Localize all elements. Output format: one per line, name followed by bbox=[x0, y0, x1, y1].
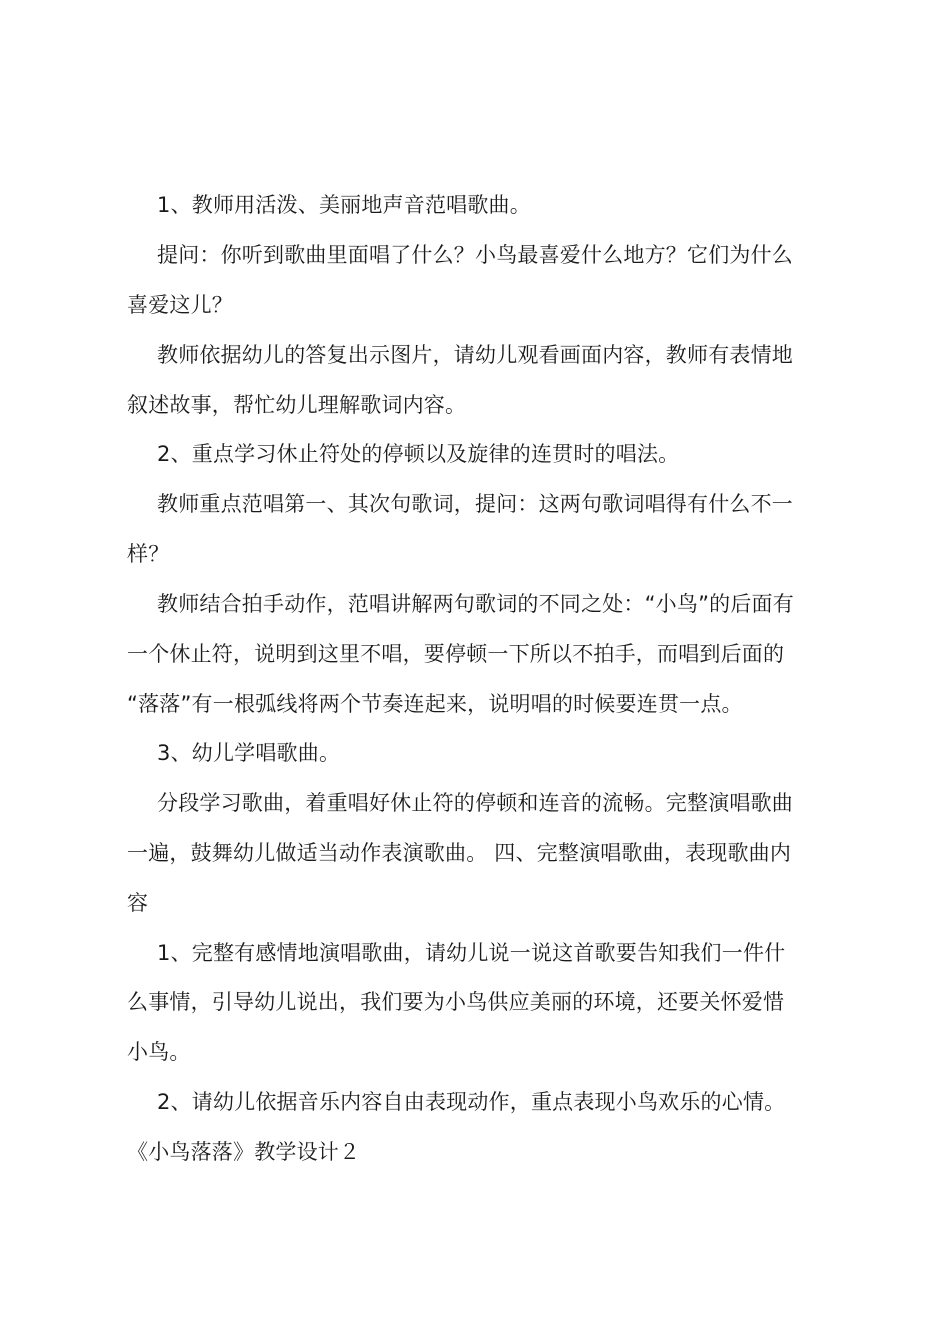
paragraph-line: 2、请幼儿依据音乐内容自由表现动作，重点表现小鸟欢乐的心情。 bbox=[157, 1090, 786, 1114]
paragraph-line: 小鸟。 bbox=[127, 1040, 191, 1064]
paragraph-line: “落落”有一根弧线将两个节奏连起来，说明唱的时候要连贯一点。 bbox=[127, 692, 743, 716]
paragraph-line: 提问：你听到歌曲里面唱了什么？小鸟最喜爱什么地方？它们为什么 bbox=[157, 243, 793, 267]
paragraph-line: 2、重点学习休止符处的停顿以及旋律的连贯时的唱法。 bbox=[157, 442, 680, 466]
paragraph-line: 一个休止符，说明到这里不唱，要停顿一下所以不拍手，而唱到后面的 bbox=[127, 642, 785, 666]
paragraph-line: 叙述故事，帮忙幼儿理解歌词内容。 bbox=[127, 393, 467, 417]
paragraph-line: 容 bbox=[127, 891, 149, 915]
paragraph-line: 教师重点范唱第一、其次句歌词，提问：这两句歌词唱得有什么不一 bbox=[157, 492, 793, 516]
paragraph-line: 1、教师用活泼、美丽地声音范唱歌曲。 bbox=[157, 193, 531, 217]
paragraph-line: 1、完整有感情地演唱歌曲，请幼儿说一说这首歌要告知我们一件什 bbox=[157, 941, 786, 965]
paragraph-line: 喜爱这儿？ bbox=[127, 293, 233, 317]
section-title: 《小鸟落落》教学设计２ bbox=[127, 1140, 361, 1164]
paragraph-line: 3、幼儿学唱歌曲。 bbox=[157, 741, 341, 765]
paragraph-line: 样？ bbox=[127, 542, 170, 566]
paragraph-line: 教师结合拍手动作，范唱讲解两句歌词的不同之处：“小鸟”的后面有 bbox=[157, 592, 794, 616]
paragraph-line: 么事情，引导幼儿说出，我们要为小鸟供应美丽的环境，还要关怀爱惜 bbox=[127, 990, 785, 1014]
paragraph-line: 一遍，鼓舞幼儿做适当动作表演歌曲。 四、完整演唱歌曲，表现歌曲内 bbox=[127, 841, 792, 865]
paragraph-line: 教师依据幼儿的答复出示图片，请幼儿观看画面内容，教师有表情地 bbox=[157, 343, 793, 367]
paragraph-line: 分段学习歌曲，着重唱好休止符的停顿和连音的流畅。完整演唱歌曲 bbox=[157, 791, 793, 815]
